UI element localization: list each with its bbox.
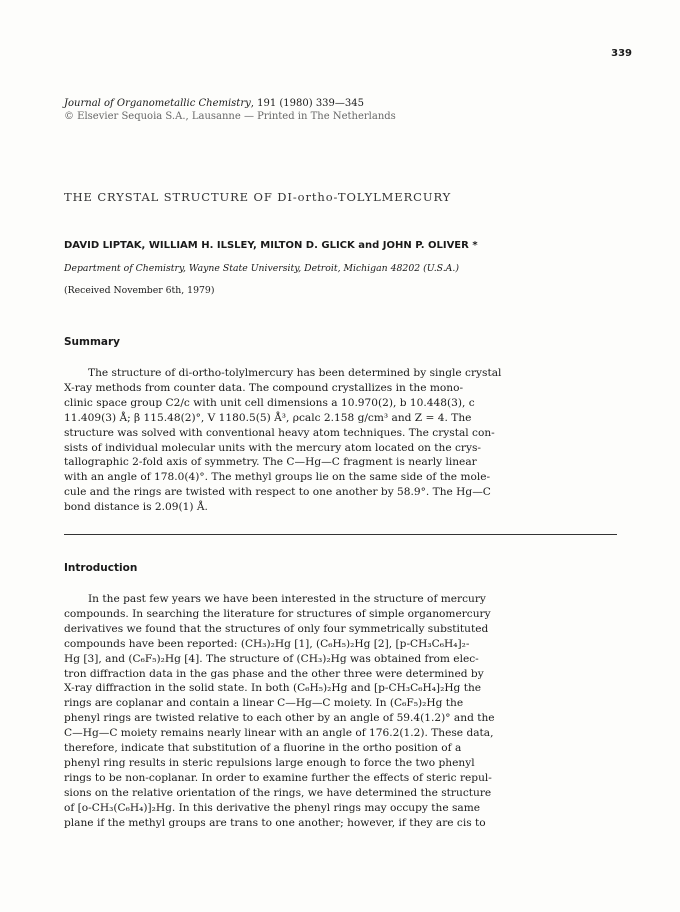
intro-line: compounds. In searching the literature for structures of simple organomercury	[64, 607, 491, 620]
summary-line: structure was solved with conventional heavy atom techniques. The crystal con-	[64, 426, 495, 439]
journal-name: Journal of Organometallic Chemistry	[64, 98, 251, 109]
intro-line: therefore, indicate that substitution of a fluorine in the ortho position of a	[64, 742, 462, 755]
received-date: (Received November 6th, 1979)	[64, 285, 215, 296]
summary-heading: Summary	[64, 336, 121, 348]
intro-line: rings are coplanar and contain a linear C—Hg—C moiety. In (C₆F₅)₂Hg the	[64, 697, 464, 710]
author-list: DAVID LIPTAK, WILLIAM H. ILSLEY, MILTON D. GLICK and JOHN P. OLIVER *	[64, 240, 478, 251]
summary-line: The structure of di-ortho-tolylmercury has been determined by single crystal	[88, 367, 502, 379]
intro-line: rings to be non-coplanar. In order to examine further the effects of steric repul-	[64, 771, 492, 784]
summary-line: tallographic 2-fold axis of symmetry. The C—Hg—C fragment is nearly linear	[64, 456, 477, 469]
journal-citation: , 191 (1980) 339—345	[250, 98, 364, 109]
intro-line: Hg [3], and (C₆F₅)₂Hg [4]. The structure of (CH₃)₂Hg was obtained from elec-	[64, 652, 479, 665]
affiliation: Department of Chemistry, Wayne State University, Detroit, Michigan 48202 (U.S.A.)	[64, 263, 459, 274]
summary-line: with an angle of 178.0(4)°. The methyl groups lie on the same side of the mole-	[64, 471, 491, 484]
page-number: 339	[611, 48, 632, 59]
summary-line: sists of individual molecular units with the mercury atom located on the crys-	[64, 441, 481, 454]
publisher-line: © Elsevier Sequoia S.A., Lausanne — Printed in The Netherlands	[64, 111, 396, 122]
intro-line: compounds have been reported: (CH₃)₂Hg [1], (C₆H₅)₂Hg [2], [p-CH₃C₆H₄]₂-	[64, 637, 470, 650]
introduction-heading: Introduction	[64, 562, 138, 574]
introduction-paragraph	[64, 592, 616, 831]
intro-line: phenyl rings are twisted relative to each other by an angle of 59.4(1.2)° and the	[64, 712, 495, 725]
intro-line: tron diffraction data in the gas phase and the other three were determined by	[64, 667, 484, 680]
article-title: THE CRYSTAL STRUCTURE OF DI-ortho-TOLYLMERCURY	[64, 190, 452, 204]
summary-line: 11.409(3) Å; β 115.48(2)°, V 1180.5(5) Å³, ρcalc 2.158 g/cm³ and Z = 4. The	[64, 411, 472, 424]
intro-line: of [o-CH₃(C₆H₄)]₂Hg. In this derivative the phenyl rings may occupy the same	[64, 801, 481, 814]
intro-line: derivatives we found that the structures of only four symmetrically substituted	[64, 622, 489, 635]
summary-line: bond distance is 2.09(1) Å.	[64, 501, 208, 514]
intro-line: plane if the methyl groups are trans to one another; however, if they are cis to	[64, 816, 486, 829]
summary-line: cule and the rings are twisted with respect to one another by 58.9°. The Hg—C	[64, 486, 491, 499]
section-divider	[64, 534, 617, 535]
intro-line: X-ray diffraction in the solid state. In both (C₆H₅)₂Hg and [p-CH₃C₆H₄]₂Hg the	[64, 682, 482, 695]
journal-header	[64, 97, 396, 123]
intro-line: sions on the relative orientation of the rings, we have determined the structure	[64, 786, 492, 799]
summary-line: X-ray methods from counter data. The compound crystallizes in the mono-	[64, 381, 464, 394]
intro-line: In the past few years we have been interested in the structure of mercury	[88, 593, 486, 605]
intro-line: C—Hg—C moiety remains nearly linear with an angle of 176.2(1.2). These data,	[64, 727, 494, 740]
summary-line: clinic space group C2/c with unit cell dimensions a 10.970(2), b 10.448(3), c	[64, 396, 475, 409]
summary-paragraph	[64, 366, 616, 515]
intro-line: phenyl ring results in steric repulsions large enough to force the two phenyl	[64, 756, 475, 769]
